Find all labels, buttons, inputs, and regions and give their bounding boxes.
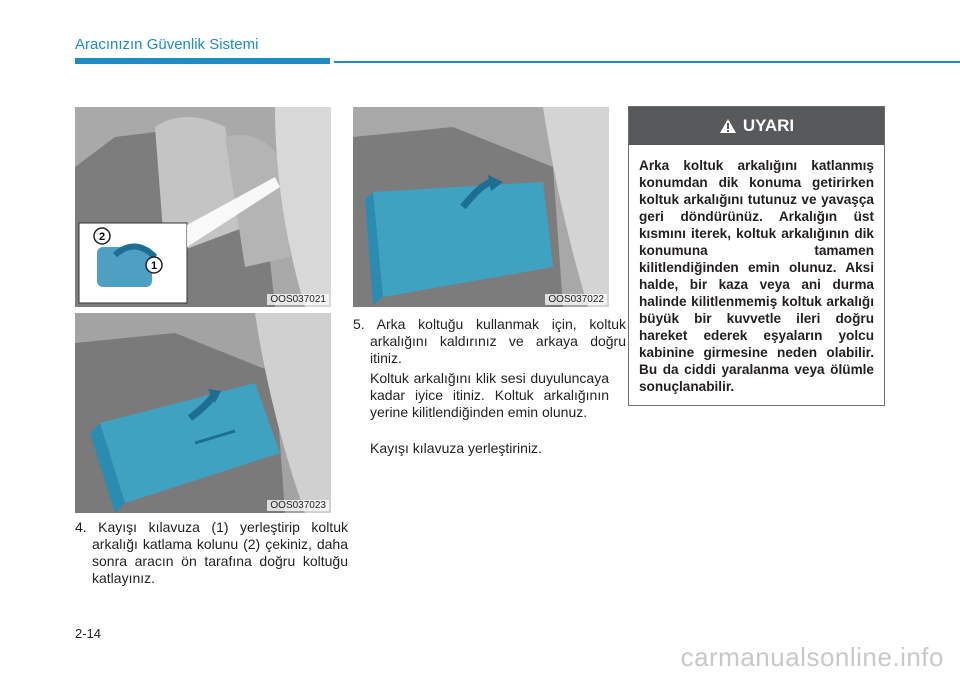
figure-code: OOS037021 (267, 294, 329, 305)
step-4-text: 4. Kayışı kılavuza (1) yerleştirip koltuk arkalığı katlama kolunu (2) çekiniz, daha sonra aracın ön tarafına doğru koltuğu katlayınız. (75, 519, 348, 586)
figure-seat-folded (75, 313, 331, 513)
seat-lever-illustration (75, 107, 331, 307)
page-number: 2-14 (75, 626, 102, 641)
warning-text: Arka koltuk arkalığını katlanmış konumdan dik konuma getirirken koltuk arkalığını tutunuz ve yavaşça geri döndürünüz. Arkalığın üst kısmını iterek, koltuk arkalığının dik konumuna tamamen kilitlendiğinden emin olunuz. Aksi halde, bir kaza veya ani durma halinde kilitlenmemiş koltuk arkalığı büyük bir kuvvetle ileri doğru hareket ederek eşyaların yolcu kabinine girmesine neden olabilir. Bu da ciddi yaralanma veya ölümle sonuçlanabilir. (639, 158, 874, 394)
warning-header (629, 107, 884, 145)
seat-folded-illustration (75, 313, 331, 513)
warning-triangle-icon (719, 118, 737, 134)
warning-box (628, 106, 885, 406)
watermark: carmanualsonline.info (680, 642, 944, 672)
figure-code: OOS037023 (267, 500, 329, 511)
callout-1: 1 (150, 260, 158, 272)
step-5-text: 5. Arka koltuğu kullanmak için, koltuk arkalığını kaldırınız ve arkaya doğru itiniz. (353, 316, 626, 366)
warning-title: UYARI (742, 116, 795, 135)
step-5-note: Kayışı kılavuza yerleştiriniz. (370, 440, 542, 456)
callout-2: 2 (98, 231, 106, 243)
step-5-detail: Koltuk arkalığını klik sesi duyuluncaya kadar iyice itiniz. Koltuk arkalığının yerine kilitlendiğinden emin olunuz. (370, 370, 609, 420)
seat-raise-illustration (353, 107, 609, 307)
figure-seat-lever (75, 107, 331, 307)
figure-code: OOS037022 (545, 294, 607, 305)
figure-seat-raise (353, 107, 609, 307)
header-rule-thin (334, 61, 960, 63)
section-title: Aracınızın Güvenlik Sistemi (75, 36, 259, 53)
header-rule-thick (75, 58, 330, 64)
